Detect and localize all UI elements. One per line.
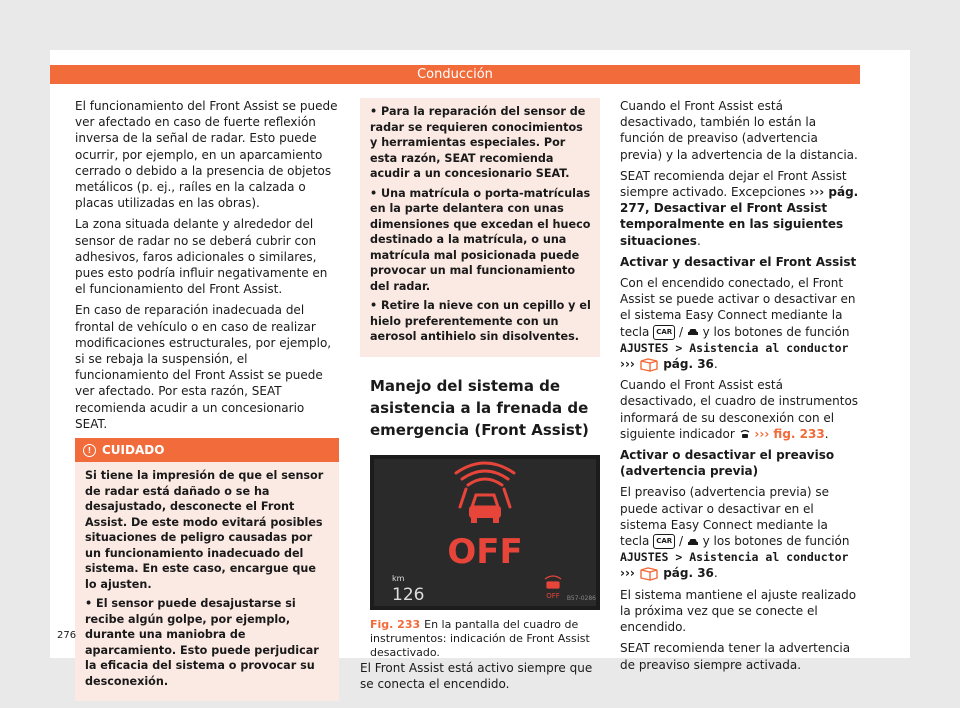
figure-instrument-display: [370, 455, 600, 610]
menu-car-icon: [687, 327, 699, 337]
small-off-text: OFF: [546, 591, 560, 600]
warning-circle-icon: !: [83, 444, 96, 457]
page-reference-link[interactable]: pág. 36: [659, 566, 714, 581]
paragraph: El Front Assist está activo siempre que se conecta el encendido.: [360, 660, 593, 691]
page-number: 276: [57, 630, 77, 641]
text: /: [675, 324, 687, 339]
caution-continuation-box: [360, 98, 600, 357]
book-reference-icon: [639, 567, 659, 581]
figure-reference-link[interactable]: ››› fig. 233: [754, 426, 825, 441]
text: .: [824, 426, 829, 441]
figure-label: Fig. 233: [370, 617, 421, 631]
column-middle: [360, 98, 600, 697]
display-off-text: OFF: [447, 531, 523, 572]
caution-bullet: • Para la reparación del sensor de radar se requieren conocimientos y herramientas especiales. Por esta razón, SEAT recomienda acudir a un concesionario SEAT.: [370, 105, 586, 180]
book-reference-icon: [639, 358, 659, 372]
caution-header: [75, 438, 339, 462]
column-left: [75, 98, 339, 701]
front-assist-indicator-icon: [739, 429, 751, 440]
text: /: [675, 534, 687, 549]
text: .: [713, 357, 718, 372]
figure-code: B57-0286: [566, 595, 596, 603]
text: y los botones de función: [698, 324, 850, 339]
caution-box: [75, 438, 339, 701]
paragraph: [620, 168, 860, 249]
subheading: Activar y desactivar el Front Assist: [620, 254, 857, 269]
paragraph: [620, 377, 860, 442]
menu-car-icon: [687, 537, 699, 547]
paragraph: Cuando el Front Assist está desactivado, también lo están la función de preaviso (advertencia previa) y la advertencia de la distancia.: [620, 99, 858, 162]
caution-bullet: • Retire la nieve con un cepillo y el hielo preferentemente con un aerosol antihielo sin disolventes.: [370, 299, 591, 343]
text: Con el encendido conectado, el Front Assist se puede activar o desactivar en el sistema Easy Connect mediante la tecla: [620, 276, 856, 339]
text: .: [696, 233, 701, 248]
cross-reference-arrows[interactable]: ›››: [620, 357, 640, 372]
text: y los botones de función: [698, 534, 850, 549]
column-right: [620, 98, 860, 678]
page-reference-link[interactable]: pág. 36: [659, 357, 714, 372]
caution-title: CUIDADO: [102, 443, 165, 458]
car-key-icon: CAR: [653, 325, 675, 340]
section-title: Manejo del sistema de asistencia a la frenada de emergencia (Front Assist): [370, 376, 589, 439]
paragraph: SEAT recomienda tener la advertencia de preaviso siempre activada.: [620, 641, 851, 672]
section-header: Conducción: [50, 65, 860, 84]
car-key-icon: CAR: [653, 534, 675, 549]
caution-body: [75, 462, 339, 701]
figure-caption: [370, 618, 600, 660]
display-distance: 126: [392, 584, 425, 605]
function-path: AJUSTES > Asistencia al conductor: [620, 550, 849, 565]
function-path: AJUSTES > Asistencia al conductor: [620, 340, 849, 355]
paragraph: El funcionamiento del Front Assist se puede ver afectado en caso de fuerte reflexión inversa de la señal de radar. Esto puede ocurrir, por ejemplo, en un aparcamiento cerrado o debido a la presencia de objetos metálicos (p. ej., raíles en la calzada o placas utilizadas en las obras).: [75, 99, 338, 211]
text: SEAT recomienda dejar el Front Assist siempre activado. Excepciones: [620, 168, 847, 200]
caution-bullet: • El sensor puede desajustarse si recibe algún golpe, por ejemplo, durante una maniobra de aparcamiento. Esto puede perjudicar la eficacia del sistema o provocar su desconexión.: [85, 597, 319, 688]
instrument-display-illustration: [370, 455, 600, 610]
caution-paragraph: Si tiene la impresión de que el sensor de radar está dañado o se ha desajustado, desconecte el Front Assist. De este modo evitará posibles situaciones de peligro causadas por un funcionamiento inadecuado del sistema. En este caso, encargue que lo ajusten.: [85, 469, 324, 591]
cross-reference-arrows[interactable]: ›››: [620, 566, 640, 581]
paragraph: El sistema mantiene el ajuste realizado la próxima vez que se conecte el encendido.: [620, 587, 857, 635]
display-unit: km: [392, 573, 405, 583]
text: El preaviso (advertencia previa) se puede activar o desactivar en el sistema Easy Connect mediante la tecla: [620, 485, 830, 549]
paragraph: En caso de reparación inadecuada del frontal de vehículo o en caso de realizar modificaciones estructurales, por ejemplo, si se rebaja la suspensión, el funcionamiento del Front Assist se puede ver afectado. Por esta razón, SEAT recomienda acudir a un concesionario SEAT.: [75, 303, 332, 431]
caution-bullet: • Una matrícula o porta-matrículas en la parte delantera con unas dimensiones que excedan el hueco destinado a la matrícula, o una matrícula mal posicionada puede provocar un mal funcionamiento del radar.: [370, 186, 591, 293]
paragraph: [620, 275, 860, 372]
subheading: Activar o desactivar el preaviso (advertencia previa): [620, 448, 835, 479]
cross-reference-link[interactable]: ››› pág. 277, Desactivar el Front Assist temporalmente en las siguientes situaciones: [620, 185, 859, 248]
text: Cuando el Front Assist está desactivado, el cuadro de instrumentos informará de su desconexión con el siguiente indicador: [620, 378, 859, 441]
figure-caption-text: En la pantalla del cuadro de instrumentos: indicación de Front Assist desactivado.: [370, 617, 590, 659]
text: .: [713, 566, 718, 581]
paragraph: La zona situada delante y alrededor del sensor de radar no se deberá cubrir con adhesivos, faros adicionales o similares, pues esto podría influir negativamente en el funcionamiento del Front Assist.: [75, 217, 328, 297]
paragraph: [620, 484, 860, 581]
